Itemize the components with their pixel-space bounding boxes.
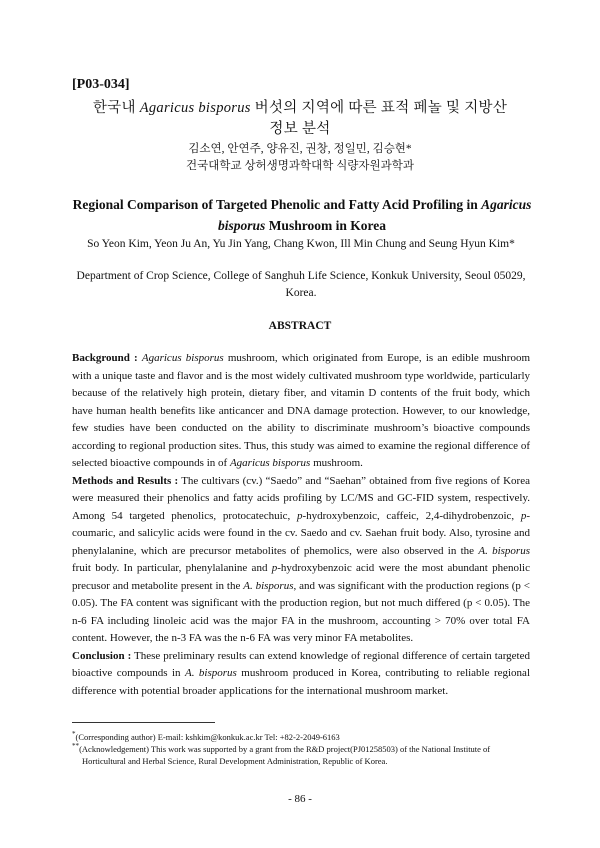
korean-title-pre: 한국내 (92, 100, 140, 116)
footnote-acknowledgement (72, 740, 532, 768)
korean-affiliation: 건국대학교 상허생명과학대학 식량자원과학과 (186, 160, 414, 172)
footnote-mark: * (72, 730, 76, 738)
italic-term: A. bisporus (184, 667, 237, 679)
footnote-text: (Corresponding author) E-mail: kshkim@konkuk.ac.kr Tel: +82-2-2049-6163 (75, 731, 340, 742)
footnote-text: (Acknowledgement) This work was supported by a grant from the R&D project(PJ01258503) of the National Institute of (79, 743, 491, 754)
species-name: Agaricus bisporus (141, 352, 224, 364)
english-authors: So Yeon Kim, Yeon Ju An, Yu Jin Yang, Chang Kwon, Ill Min Chung and Seung Hyun Kim* (87, 238, 515, 250)
italic-term: A. bisporus (243, 579, 294, 592)
conclusion-text: mushroom produced in Korea, contributing to reliable regional difference with potential broader applications for the international mushroom market. (72, 667, 530, 697)
italic-term: p (296, 509, 303, 522)
korean-title-post: 버섯의 지역에 따른 표적 페놀 및 지방산 (250, 100, 508, 116)
abstract-body (72, 350, 530, 700)
english-title-a: Regional Comparison of Targeted Phenolic and Fatty Acid Profiling in (72, 197, 482, 212)
english-title-b: Mushroom in Korea (265, 218, 386, 233)
methods-text: -coumaric, and salicylic acids were found in the cv. Saedo and cv. Saehan fruit body. Also, tyrosine and phenylalanine, which are precursor metabolites of phemolics, were also observed in the (72, 509, 530, 557)
background-text-end: mushroom. (310, 457, 363, 469)
korean-authors: 김소연, 안연주, 양유진, 권창, 정일민, 김승현* (188, 143, 412, 155)
methods-text: , and was significant with the production regions (p < 0.05). The FA content was significant with the production region, but not much differed (p < 0.05). The n-6 FA including linoleic acid was the major FA in the mushroom, accounting > 70% over total FA content. However, the n-3 FA was the n-6 FA was very minor FA metabolites. (72, 579, 530, 644)
methods-label: Methods and Results : (72, 474, 179, 487)
italic-term: p (520, 509, 527, 522)
methods-text: The cultivars (cv.) “Saedo” and “Saehan” obtained from five regions of Korea were measured their phenolics and fatty acids profiling by LC/MS and GC-FID system, respectively. Among 54 targeted phenolics, protocatechuic, (72, 474, 530, 522)
conclusion-paragraph (72, 648, 530, 701)
background-label: Background : (72, 352, 138, 364)
abstract-heading: ABSTRACT (268, 320, 332, 332)
methods-text: fruit body. In particular, phenylalanine and (72, 562, 272, 574)
footnote-mark: ** (72, 742, 80, 750)
background-text: mushroom, which originated from Europe, is an edible mushroom with a unique taste and flavor and is the most widely cultivated mushroom type worldwide, particularly because of the relatively high protein, dietary fiber, and vitamin D contents of the fruit body, which have human health benefits like anticancer and DNA damage protection. However, to our knowledge, few studies have been conducted on the ability to discriminate mushroom’s bioactive compounds according to regional production sites. Thus, this study was aimed to examine the regional difference of selected bioactive compounds in of (72, 352, 530, 469)
methods-text: -hydroxybenzoic, caffeic, 2,4-dihydrobenzoic, (302, 509, 521, 522)
footnote-divider (72, 722, 215, 723)
italic-term: p (271, 562, 278, 574)
korean-title-line2: 정보 분석 (269, 121, 331, 137)
english-affiliation: Department of Crop Science, College of Sanghuh Life Science, Konkuk University, Seoul 05029, Korea. (76, 270, 526, 299)
italic-term: A. bisporus (478, 544, 530, 557)
methods-text: -hydroxybenzoic acid were the most abundant phenolic precusor and metabolite present in the (72, 562, 530, 592)
page-number: - 86 - (288, 793, 312, 805)
korean-title (60, 98, 540, 140)
footnote-text-cont: Horticultural and Herbal Science, Rural Development Administration, Republic of Korea. (82, 756, 388, 767)
korean-byline (0, 141, 600, 175)
abstract-code: [P03-034] (72, 77, 130, 92)
background-paragraph (72, 350, 530, 473)
english-title (72, 194, 532, 236)
conclusion-text: These preliminary results can extend knowledge of regional difference of certain targeted bioactive compounds in (72, 649, 530, 679)
methods-paragraph (72, 473, 530, 648)
english-title-species: Agaricus bisporus (218, 197, 532, 233)
species-name: Agaricus bisporus (229, 457, 311, 469)
conclusion-label: Conclusion : (72, 649, 132, 662)
korean-title-species: Agaricus bisporus (139, 100, 251, 116)
